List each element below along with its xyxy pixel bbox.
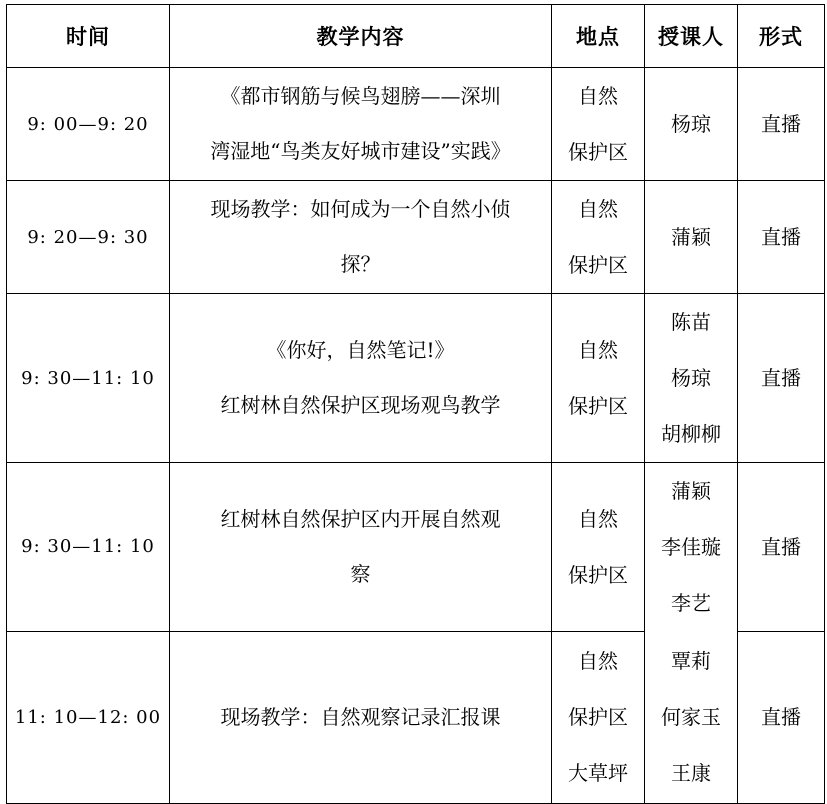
content-cell xyxy=(170,181,552,294)
content-line: 探？ xyxy=(340,252,381,276)
format-cell: 直播 xyxy=(738,294,825,463)
table-row xyxy=(7,181,825,294)
place-cell xyxy=(552,631,645,803)
table-row xyxy=(7,68,825,181)
teacher-name: 蒲颖 xyxy=(671,479,711,503)
teacher-cell xyxy=(645,68,738,181)
place-line: 自然 xyxy=(578,84,618,108)
teacher-name: 杨琼 xyxy=(671,112,711,136)
teacher-cell xyxy=(645,294,738,463)
teacher-cell xyxy=(645,463,738,632)
place-line: 保护区 xyxy=(568,705,628,729)
place-cell xyxy=(552,181,645,294)
header-time: 时间 xyxy=(7,5,170,68)
table-row xyxy=(7,294,825,463)
header-teacher: 授课人 xyxy=(645,5,738,68)
header-format: 形式 xyxy=(738,5,825,68)
table-row xyxy=(7,463,825,632)
teacher-name: 覃莉 xyxy=(671,648,711,673)
place-line: 保护区 xyxy=(568,394,628,418)
place-line: 大草坪 xyxy=(568,761,628,785)
content-line: 红树林自然保护区现场观鸟教学 xyxy=(220,393,501,417)
place-cell xyxy=(552,294,645,463)
content-cell xyxy=(170,294,552,463)
format-cell: 直播 xyxy=(738,463,825,632)
header-content: 教学内容 xyxy=(170,5,552,68)
place-line: 自然 xyxy=(578,338,618,362)
teacher-name: 陈苗 xyxy=(671,310,711,334)
teacher-name: 李佳璇 xyxy=(661,535,721,559)
time-cell: 11: 10—12: 00 xyxy=(7,631,170,803)
format-cell: 直播 xyxy=(738,631,825,803)
content-cell xyxy=(170,631,552,803)
teacher-name: 胡柳柳 xyxy=(661,422,721,446)
header-row xyxy=(7,5,825,68)
content-line: 现场教学：如何成为一个自然小侦 xyxy=(210,197,511,221)
content-line: 湾湿地“鸟类友好城市建设”实践》 xyxy=(210,139,511,163)
content-cell xyxy=(170,463,552,632)
format-cell: 直播 xyxy=(738,68,825,181)
teacher-name: 杨琼 xyxy=(671,366,711,390)
place-line: 自然 xyxy=(578,197,618,221)
header-place: 地点 xyxy=(552,5,645,68)
content-line: 红树林自然保护区内开展自然观 xyxy=(220,506,501,531)
time-cell: 9: 20—9: 30 xyxy=(7,181,170,294)
teacher-name: 何家玉 xyxy=(661,704,721,729)
content-line: 《都市钢筋与候鸟翅膀——深圳 xyxy=(220,84,501,108)
teacher-name: 李艺 xyxy=(671,591,711,615)
content-line: 现场教学：自然观察记录汇报课 xyxy=(220,704,501,729)
teacher-cell xyxy=(645,181,738,294)
format-cell: 直播 xyxy=(738,181,825,294)
place-line: 保护区 xyxy=(568,140,628,164)
place-line: 自然 xyxy=(578,506,618,531)
place-line: 保护区 xyxy=(568,562,628,587)
content-line: 察 xyxy=(350,561,371,586)
content-cell xyxy=(170,68,552,181)
place-cell xyxy=(552,68,645,181)
place-line: 保护区 xyxy=(568,253,628,277)
place-cell xyxy=(552,463,645,632)
teacher-cell xyxy=(645,631,738,803)
place-line: 自然 xyxy=(578,649,618,673)
time-cell: 9: 00—9: 20 xyxy=(7,68,170,181)
content-line: 《你好，自然笔记!》 xyxy=(266,338,455,362)
time-cell: 9: 30—11: 10 xyxy=(7,294,170,463)
table-row xyxy=(7,631,825,803)
schedule-table-wrapper xyxy=(6,4,825,804)
teacher-name: 王康 xyxy=(671,760,711,785)
teacher-name: 蒲颖 xyxy=(671,225,711,249)
schedule-table xyxy=(6,4,825,804)
time-cell: 9: 30—11: 10 xyxy=(7,463,170,632)
